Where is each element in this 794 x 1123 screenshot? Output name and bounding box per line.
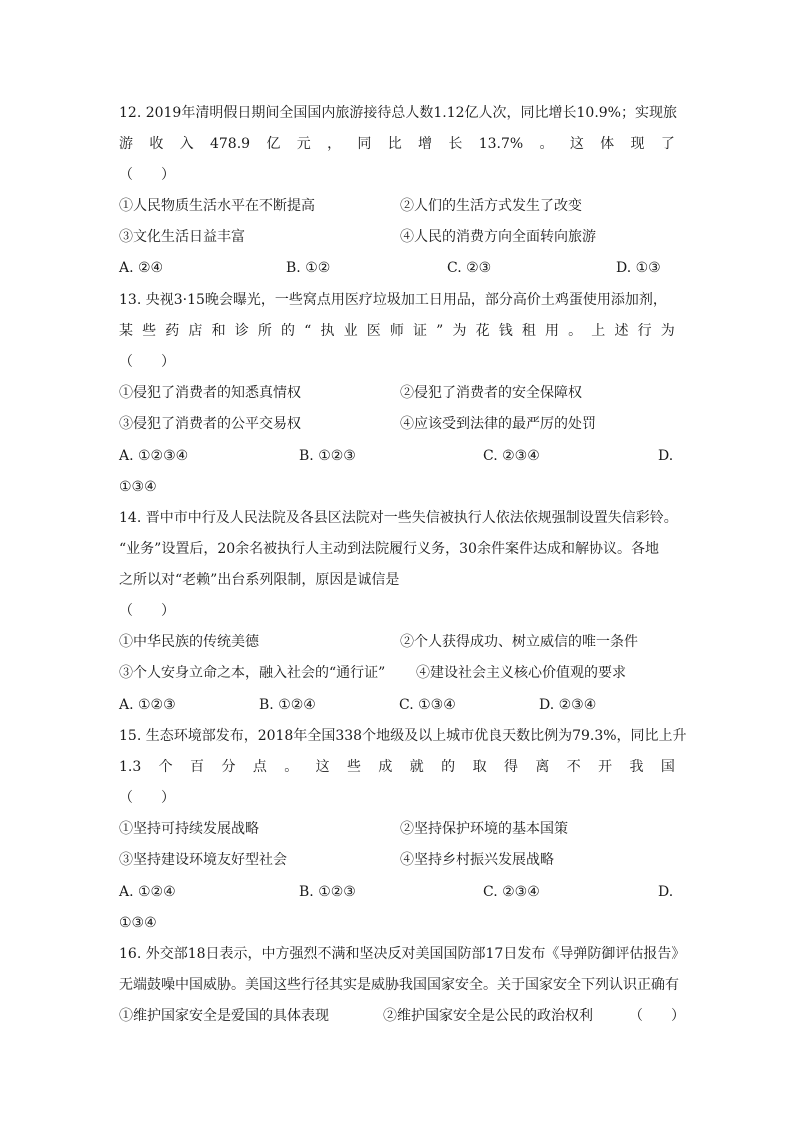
choice-d-text: ①③④ (119, 479, 157, 495)
question-stem-line: 16. 外交部18日表示，中方强烈不满和坚决反对美国国防部17日发布《导弹防御评估报告》 (119, 946, 686, 962)
option-item: ①维护国家安全是爱国的具体表现 (119, 1008, 329, 1024)
question-stem-line: 14. 晋中市中行及人民法院及各县区法院对一些失信被执行人依法依规强制设置失信彩铃。 (119, 510, 678, 526)
option-item: ④应该受到法律的最严厉的处罚 (400, 416, 596, 432)
option-item: ①中华民族的传统美德 (119, 634, 259, 650)
question-stem-line-justified: 游 收 入 478.9 亿 元 ， 同 比 增 长 13.7% 。 这 体 现 了 (119, 136, 675, 152)
option-row (119, 196, 675, 216)
choice-b: B. ①②④ (259, 697, 316, 713)
option-item: ②个人获得成功、树立威信的唯一条件 (400, 634, 638, 650)
choice-b: B. ①② (286, 260, 331, 276)
option-row (119, 850, 675, 870)
option-item: ④坚持乡村振兴发展战略 (400, 852, 554, 868)
option-row (119, 1006, 685, 1026)
choice-a: A. ①②④ (119, 884, 176, 900)
question-stem-line: “业务”设置后，20余名被执行人主动到法院履行义务，30余件案件达成和解协议。各地 (119, 541, 659, 557)
option-item: ①人民物质生活水平在不断提高 (119, 198, 315, 214)
option-item: ①坚持可持续发展战略 (119, 821, 259, 837)
option-item: ④人民的消费方向全面转向旅游 (400, 229, 596, 245)
option-item: ③侵犯了消费者的公平交易权 (119, 416, 301, 432)
question-stem-line: 无端鼓噪中国威胁。美国这些行径其实是威胁我国国家安全。关于国家安全下列认识正确有 (119, 977, 679, 993)
choice-c: C. ②③④ (483, 448, 540, 464)
choice-d-text: ①③④ (119, 915, 157, 931)
option-row (119, 663, 675, 683)
question-stem-line: 13. 央视3·15晚会曝光，一些窝点用医疗垃圾加工日用品，部分高价土鸡蛋使用添加剂， (119, 292, 667, 308)
choice-a: A. ①②③ (119, 697, 176, 713)
option-row (119, 383, 675, 403)
answer-paren: （ ） (629, 1008, 685, 1024)
question-stem-line: 之所以对“老赖”出台系列限制，原因是诚信是 (119, 572, 400, 588)
option-item: ②坚持保护环境的基本国策 (400, 821, 568, 837)
choice-d: D. (658, 884, 674, 900)
choice-c: C. ②③ (447, 260, 492, 276)
option-item: ②侵犯了消费者的安全保障权 (400, 385, 582, 401)
choice-a: A. ①②③④ (119, 448, 189, 464)
choice-c: C. ①③④ (399, 697, 456, 713)
option-item: ④建设社会主义核心价值观的要求 (416, 665, 626, 681)
answer-paren: （ ） (119, 603, 175, 619)
answer-choices (119, 695, 675, 715)
choice-a: A. ②④ (119, 260, 164, 276)
choice-c: C. ②③④ (483, 884, 540, 900)
option-item: ②维护国家安全是公民的政治权利 (383, 1008, 593, 1024)
option-row (119, 227, 675, 247)
question-stem-line-justified: 1.3 个 百 分 点 。 这 些 成 就 的 取 得 离 不 开 我 国 (119, 759, 675, 775)
choice-d: D. ①③ (616, 260, 661, 276)
option-row (119, 632, 675, 652)
answer-paren: （ ） (119, 354, 175, 370)
choice-d: D. ②③④ (539, 697, 597, 713)
choice-d: D. (658, 448, 674, 464)
choice-b: B. ①②③ (299, 448, 356, 464)
option-row (119, 414, 675, 434)
answer-choices (119, 258, 675, 278)
question-stem-line: 15. 生态环境部发布，2018年全国338个地级及以上城市优良天数比例为79.3%，同比上升 (119, 728, 687, 744)
answer-paren: （ ） (119, 790, 175, 806)
option-item: ②人们的生活方式发生了改变 (400, 198, 582, 214)
question-stem-line-justified: 某 些 药 店 和 诊 所 的 “ 执 业 医 师 证 ” 为 花 钱 租 用 。 上 述 行 为 (119, 323, 675, 339)
option-item: ③坚持建设环境友好型社会 (119, 852, 287, 868)
choice-b: B. ①②③ (299, 884, 356, 900)
answer-choices (119, 446, 675, 466)
answer-paren: （ ） (119, 167, 175, 183)
option-item: ③个人安身立命之本，融入社会的“通行证” (119, 665, 386, 681)
answer-choices (119, 882, 675, 902)
question-stem-line: 12. 2019年清明假日期间全国国内旅游接待总人数1.12亿人次，同比增长10.9%；实现旅 (119, 105, 677, 121)
option-item: ①侵犯了消费者的知悉真情权 (119, 385, 301, 401)
option-row (119, 819, 675, 839)
option-item: ③文化生活日益丰富 (119, 229, 245, 245)
